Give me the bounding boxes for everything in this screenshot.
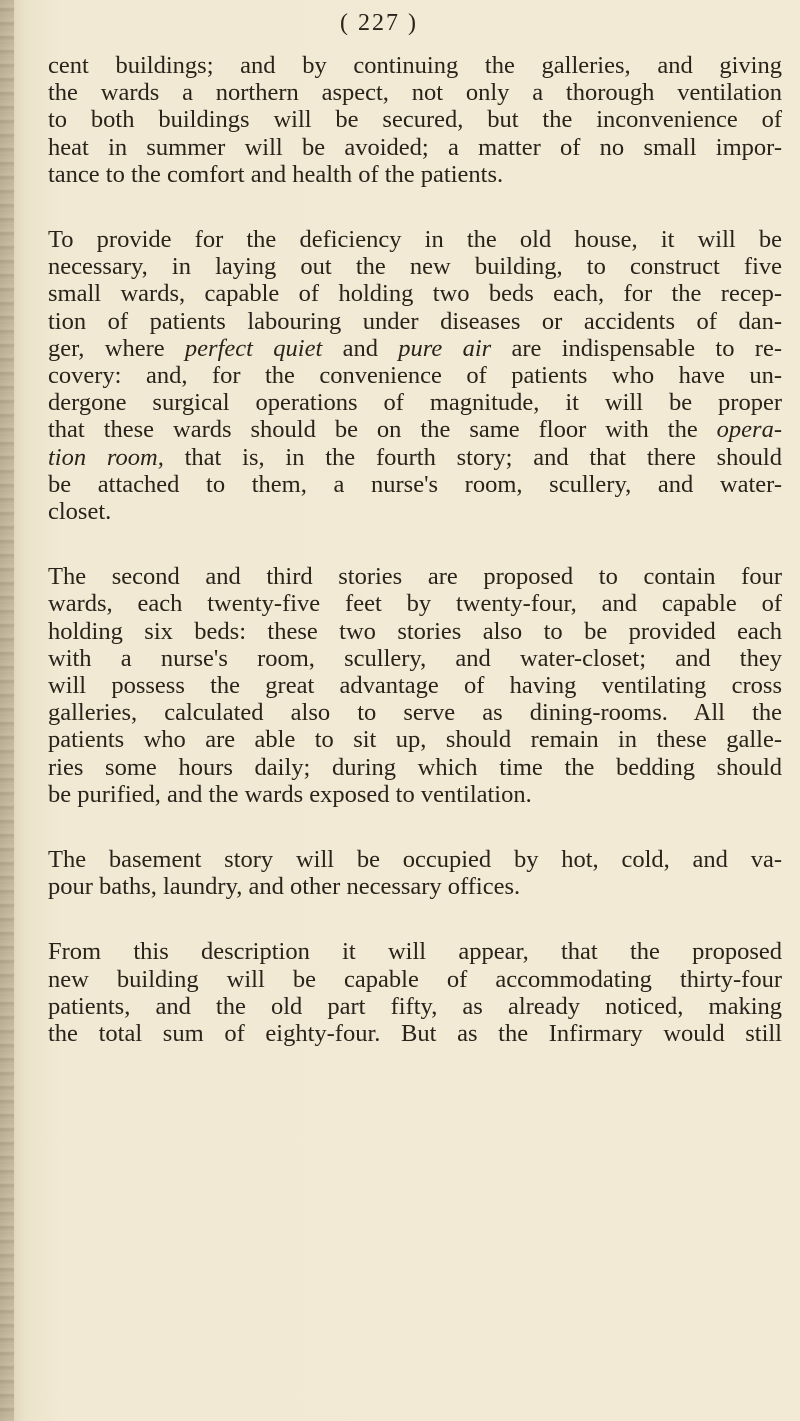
text-line: wards, each twenty-five feet by twenty-four, and capable of xyxy=(48,590,782,618)
text-line: The basement story will be occupied by hot, cold, and va- xyxy=(48,846,782,874)
text-line: holding six beds: these two stories also to be provided each xyxy=(48,617,782,645)
text-line: cent buildings; and by continuing the galleries, and giving xyxy=(48,52,782,79)
text-line: The second and third stories are proposed to contain four xyxy=(48,563,782,591)
text-line: patients who are able to sit up, should remain in these galle- xyxy=(48,726,782,754)
text-line: galleries, calculated also to serve as dining-rooms. All the xyxy=(48,699,782,727)
text-line: tance to the comfort and health of the patients. xyxy=(48,160,504,188)
text-line: pour baths, laundry, and other necessary offices. xyxy=(48,873,521,901)
paragraph-3 xyxy=(48,563,782,808)
paragraph-1 xyxy=(48,52,782,188)
text-line: be attached to them, a nurse's room, scullery, and water- xyxy=(48,470,782,498)
paragraph-2 xyxy=(48,226,782,525)
text-line: that these wards should be on the same floor with the opera- xyxy=(48,416,782,444)
text-line: will possess the great advantage of having ventilating cross xyxy=(48,672,782,700)
text-line: necessary, in laying out the new building, to construct five xyxy=(48,253,782,281)
italic-text: tion room, xyxy=(48,443,164,471)
text-line: tion room, that is, in the fourth story; and that there should xyxy=(48,443,782,471)
text-line: new building will be capable of accommodating thirty-four xyxy=(48,965,782,993)
paragraph-5 xyxy=(48,938,782,1047)
text-line: patients, and the old part fifty, as already noticed, making xyxy=(48,992,782,1020)
italic-text: pure air xyxy=(398,334,492,362)
text-line: From this description it will appear, that the proposed xyxy=(48,938,782,966)
text-line: small wards, capable of holding two beds each, for the recep- xyxy=(48,280,782,308)
page-number: ( 227 ) xyxy=(340,10,418,36)
paragraph-4 xyxy=(48,846,782,900)
body-text xyxy=(48,52,782,1085)
page-binding-edge xyxy=(0,0,14,1421)
text-line: dergone surgical operations of magnitude, it will be proper xyxy=(48,389,782,417)
text-line: closet. xyxy=(48,498,112,526)
italic-text: perfect quiet xyxy=(184,334,323,362)
text-line: tion of patients labouring under diseases or accidents of dan- xyxy=(48,307,782,335)
italic-text: opera- xyxy=(716,416,782,444)
text-line: the wards a northern aspect, not only a thorough ventilation xyxy=(48,79,782,107)
text-line: the total sum of eighty-four. But as the Infirmary would still xyxy=(48,1020,782,1048)
text-line: to both buildings will be secured, but the inconvenience of xyxy=(48,106,782,134)
text-line: with a nurse's room, scullery, and water-closet; and they xyxy=(48,644,782,672)
text-line: ries some hours daily; during which time the bedding should xyxy=(48,753,782,781)
text-line: covery: and, for the convenience of patients who have un- xyxy=(48,362,782,390)
text-line: be purified, and the wards exposed to ventilation. xyxy=(48,780,532,808)
text-line: To provide for the deficiency in the old house, it will be xyxy=(48,226,782,254)
text-line: ger, where perfect quiet and pure air are indispensable to re- xyxy=(48,334,783,362)
text-line: heat in summer will be avoided; a matter of no small impor- xyxy=(48,133,782,161)
